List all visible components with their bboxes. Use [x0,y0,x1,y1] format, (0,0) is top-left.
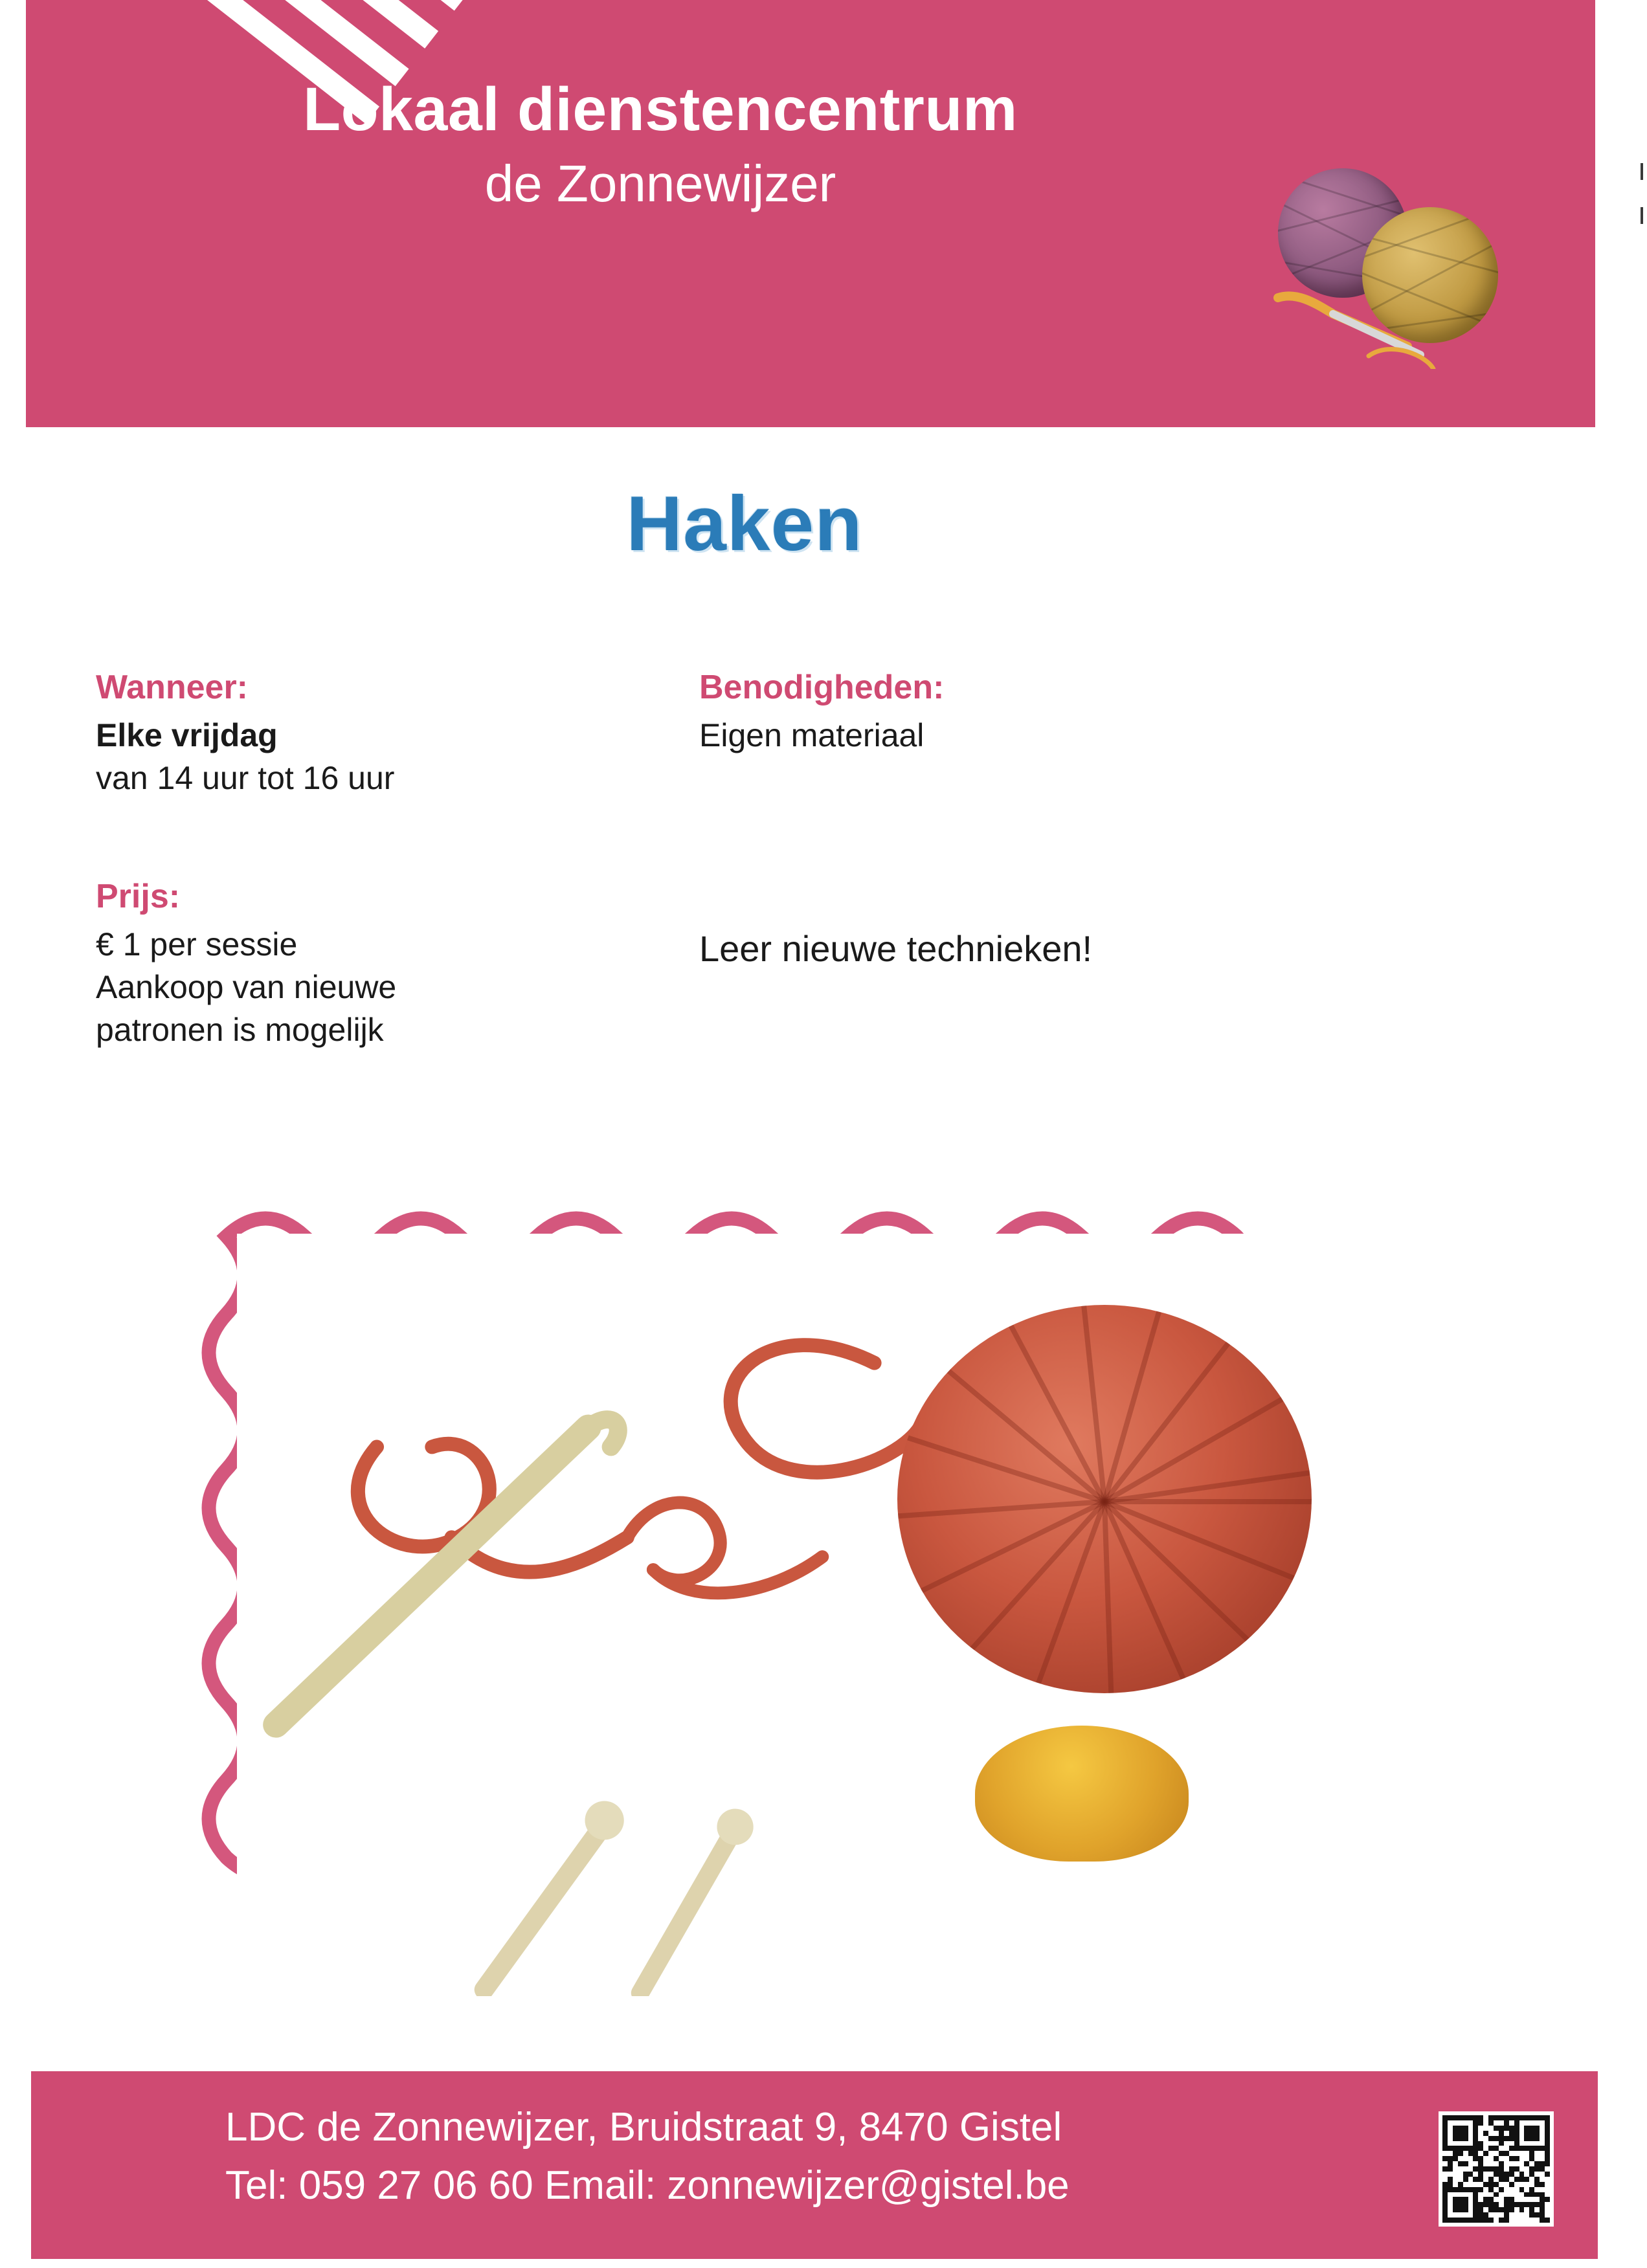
info-column-left [96,667,678,1051]
price-line-2: Aankoop van nieuwe [96,969,397,1005]
spacer [96,799,678,876]
supplies-heading: Benodigheden: [699,669,945,706]
crochet-hook-icon [1272,278,1466,369]
qr-code-icon[interactable] [1439,2111,1554,2227]
yellow-yarn-ball-photo [975,1726,1189,1862]
tagline-text: Leer nieuwe technieken! [699,928,1093,969]
photo-image [237,1234,1356,1996]
crochet-photo-art [237,1234,1356,1996]
footer-contact-block [225,2098,1070,2215]
footer-banner [31,2071,1598,2259]
info-column-right [699,667,1476,757]
price-line-3: patronen is mogelijk [96,1012,384,1048]
header-title: Lokaal dienstencentrum [303,75,1018,144]
page-title: Haken [626,480,863,567]
footer-address: LDC de Zonnewijzer, Bruidstraat 9, 8470 Gistel [225,2105,1062,2150]
header-text-block [26,75,1295,212]
supplies-line-1: Eigen materiaal [699,717,924,753]
header-banner [26,0,1595,427]
photo-frame [201,1197,1392,2032]
header-subtitle: de Zonnewijzer [484,154,836,212]
when-line-1: Elke vrijdag [96,717,278,753]
price-heading: Prijs: [96,878,181,915]
price-line-1: € 1 per sessie [96,926,298,962]
red-yarn-ball-photo [897,1305,1312,1693]
when-line-2: van 14 uur tot 16 uur [96,760,395,796]
when-heading: Wanneer: [96,669,248,706]
scan-edge-artifact-bottom [1641,207,1643,224]
footer-phone-email: Tel: 059 27 06 60 Email: zonnewijzer@gistel.be [225,2162,1070,2208]
scan-edge-artifact-top [1641,163,1643,180]
yarn-balls-icon [1272,162,1543,414]
